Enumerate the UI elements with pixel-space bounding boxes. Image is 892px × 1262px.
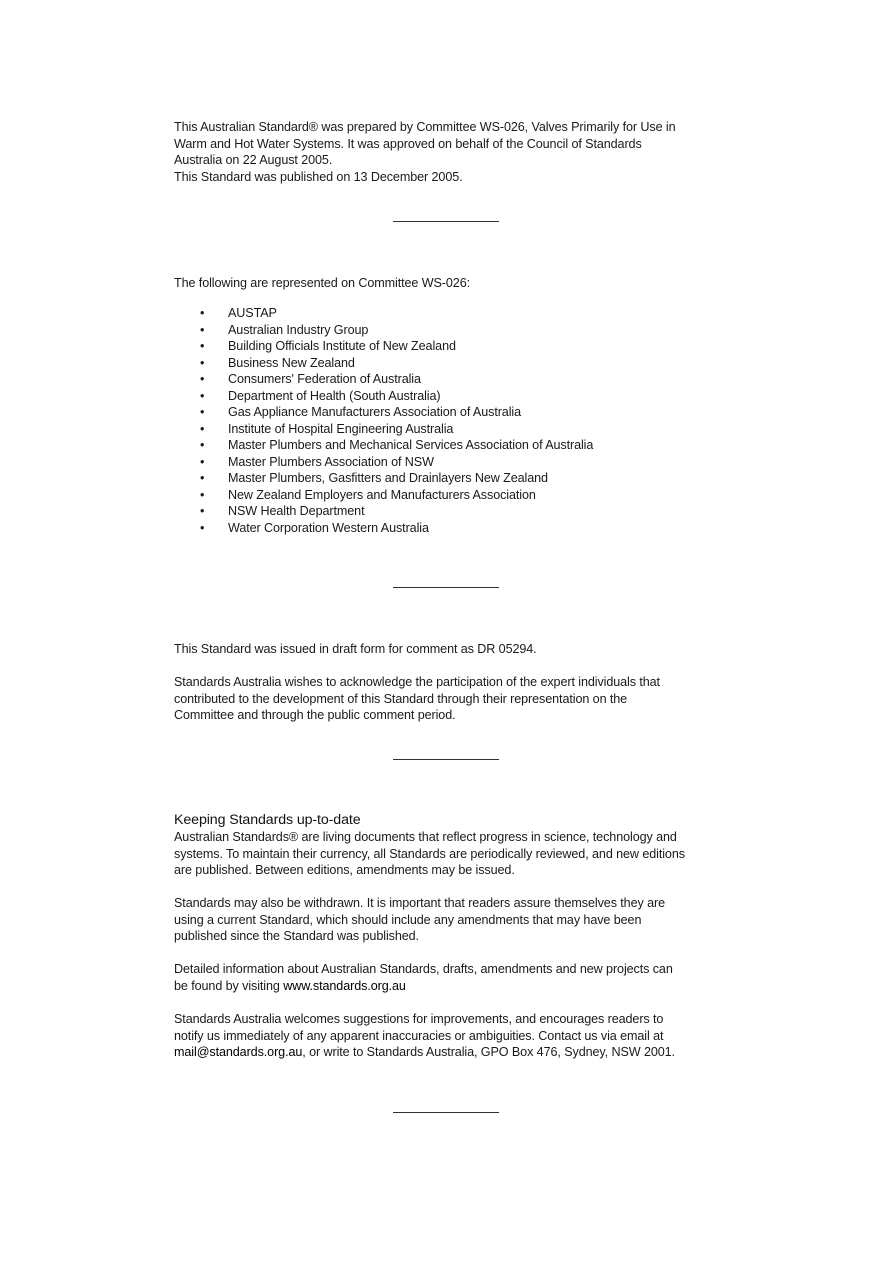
withdrawal-line: using a current Standard, which should include any amendments that may have been: [174, 912, 642, 927]
list-item: [174, 305, 734, 322]
feedback-line: Standards Australia welcomes suggestions for improvements, and encourages readers to: [174, 1012, 664, 1026]
publication-notice-line: This Australian Standard® was prepared by Committee WS-026, Valves Primarily for Use in: [174, 120, 676, 134]
list-item: [174, 454, 734, 471]
information-prefix: be found by visiting: [174, 978, 284, 993]
bullet-icon: •: [200, 520, 205, 535]
feedback-paragraph: [174, 1011, 734, 1061]
list-item: [174, 355, 734, 372]
member-name: AUSTAP: [228, 306, 277, 320]
section-divider: [393, 221, 499, 222]
information-line: Detailed information about Australian Standards, drafts, amendments and new projects can: [174, 962, 673, 976]
member-name: NSW Health Department: [228, 504, 365, 518]
acknowledgement: [174, 674, 734, 724]
member-name: Water Corporation Western Australia: [228, 520, 429, 535]
bullet-icon: •: [200, 306, 205, 320]
address-text: , or write to Standards Australia, GPO Box 476, Sydney, NSW 2001.: [302, 1045, 675, 1059]
acknowledgement-line: Committee and through the public comment period.: [174, 708, 456, 722]
withdrawal-line: published since the Standard was published.: [174, 929, 419, 943]
committee-section: [174, 275, 734, 292]
bullet-icon: •: [200, 405, 205, 419]
publication-notice-line: This Standard was published on 13 December 2005.: [174, 169, 463, 184]
bullet-icon: •: [200, 388, 205, 403]
member-name: Master Plumbers, Gasfitters and Drainlayers New Zealand: [228, 471, 548, 485]
list-item: [174, 503, 734, 520]
member-name: Master Plumbers Association of NSW: [228, 454, 434, 469]
feedback-line: notify us immediately of any apparent inaccuracies or ambiguities. Contact us via email at: [174, 1028, 664, 1043]
acknowledgement-line: Standards Australia wishes to acknowledge the participation of the expert individuals that: [174, 675, 660, 689]
member-name: Department of Health (South Australia): [228, 388, 441, 403]
bullet-icon: •: [200, 339, 205, 353]
draft-notice: [174, 641, 734, 658]
withdrawal-line: Standards may also be withdrawn. It is important that readers assure themselves they are: [174, 896, 665, 910]
member-name: Master Plumbers and Mechanical Services Association of Australia: [228, 438, 594, 452]
member-name: Gas Appliance Manufacturers Association of Australia: [228, 405, 522, 419]
publication-notice-line: Australia on 22 August 2005.: [174, 153, 333, 167]
member-name: Business New Zealand: [228, 355, 355, 370]
feedback-line: [174, 1044, 734, 1061]
acknowledgement-line: contributed to the development of this Standard through their representation on the: [174, 691, 628, 706]
member-name: Institute of Hospital Engineering Australia: [228, 421, 454, 436]
information-paragraph: [174, 961, 734, 994]
uptodate-para1-line: are published. Between editions, amendments may be issued.: [174, 863, 515, 877]
list-item: [174, 404, 734, 421]
section-divider: [393, 759, 499, 760]
list-item: [174, 322, 734, 339]
information-line: [174, 978, 734, 995]
publication-notice-line: Warm and Hot Water Systems. It was approved on behalf of the Council of Standards: [174, 136, 642, 151]
bullet-icon: •: [200, 454, 205, 469]
list-item: [174, 338, 734, 355]
list-item: [174, 520, 734, 537]
uptodate-section: [174, 811, 734, 879]
bullet-icon: •: [200, 372, 205, 386]
website-link[interactable]: www.standards.org.au: [283, 978, 406, 993]
member-name: Building Officials Institute of New Zealand: [228, 339, 456, 353]
list-item: [174, 371, 734, 388]
bullet-icon: •: [200, 438, 205, 452]
member-name: Australian Industry Group: [228, 322, 369, 337]
uptodate-para1-line: Australian Standards® are living documents that reflect progress in science, technology and: [174, 830, 677, 844]
section-divider: [393, 1112, 499, 1113]
list-item: [174, 388, 734, 405]
uptodate-para1-line: systems. To maintain their currency, all Standards are periodically reviewed, and new editions: [174, 846, 685, 861]
committee-heading: The following are represented on Committee WS-026:: [174, 276, 470, 290]
list-item: [174, 487, 734, 504]
bullet-icon: •: [200, 322, 205, 337]
list-item: [174, 470, 734, 487]
list-item: [174, 437, 734, 454]
bullet-icon: •: [200, 471, 205, 485]
member-name: New Zealand Employers and Manufacturers Association: [228, 487, 536, 502]
bullet-icon: •: [200, 355, 205, 370]
bullet-icon: •: [200, 504, 205, 518]
section-divider: [393, 587, 499, 588]
publication-notice: [174, 119, 734, 185]
committee-member-list: [174, 305, 734, 536]
uptodate-heading: Keeping Standards up-to-date: [174, 812, 361, 828]
withdrawal-paragraph: [174, 895, 734, 945]
draft-issued-text: This Standard was issued in draft form for comment as DR 05294.: [174, 642, 537, 656]
bullet-icon: •: [200, 421, 205, 436]
bullet-icon: •: [200, 487, 205, 502]
list-item: [174, 421, 734, 438]
email-link[interactable]: mail@standards.org.au: [174, 1045, 303, 1059]
member-name: Consumers' Federation of Australia: [228, 372, 421, 386]
